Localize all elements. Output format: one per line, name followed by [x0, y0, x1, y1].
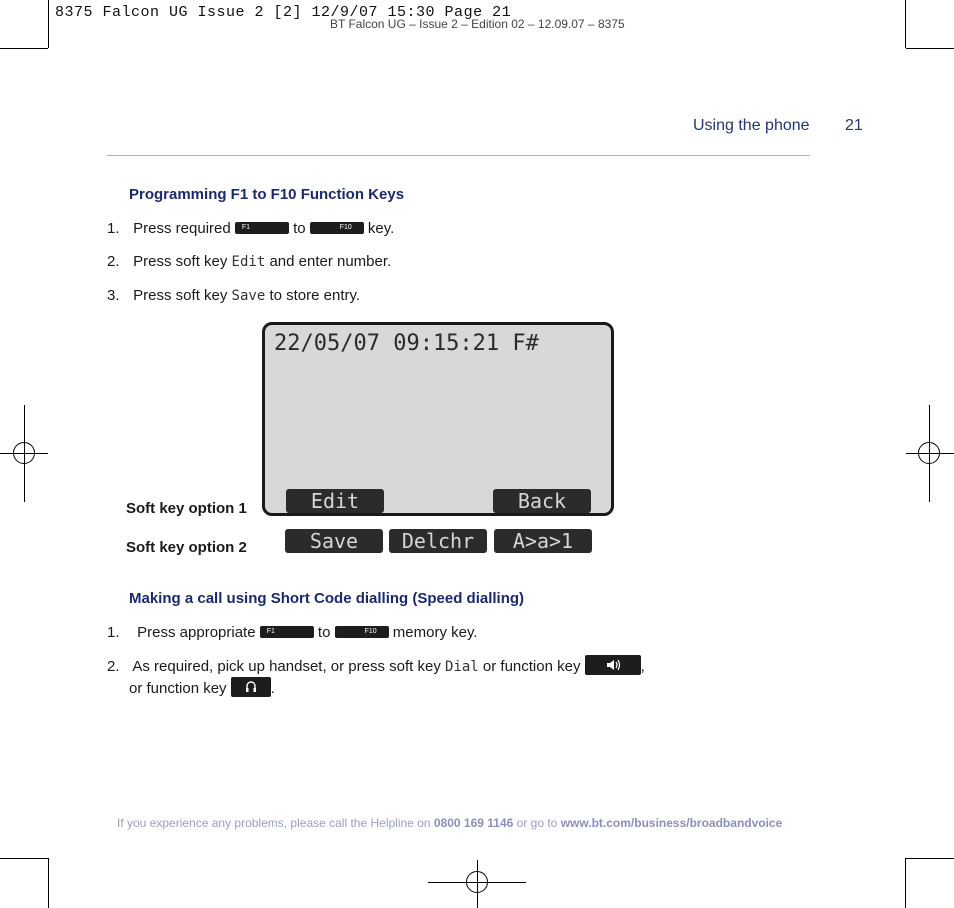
- step-number: 1.: [107, 220, 120, 237]
- display-datetime-line: 22/05/07 09:15:21 F#: [274, 331, 539, 356]
- helpline-number: 0800 169 1146: [433, 816, 514, 830]
- step-number: 3.: [107, 287, 120, 304]
- footer-text: If you experience any problems, please call the Helpline on: [117, 816, 431, 830]
- step-text: Press required: [133, 220, 231, 237]
- print-slug: 8375 Falcon UG Issue 2 [2] 12/9/07 15:30 Page 21: [55, 4, 512, 21]
- step-text: and enter number.: [269, 253, 392, 270]
- crop-mark: [0, 48, 48, 49]
- headset-icon: [231, 677, 271, 697]
- phone-display: [262, 322, 614, 516]
- softkey-option-1-label: Soft key option 1: [126, 500, 247, 517]
- step-2: [107, 252, 391, 272]
- crop-mark: [905, 858, 906, 908]
- step-text: As required, pick up handset, or press soft key: [132, 658, 441, 675]
- f10-key-icon: F10: [310, 222, 364, 234]
- crop-mark: [48, 0, 49, 48]
- softkey-option-2-label: Soft key option 2: [126, 539, 247, 556]
- f1-key-icon: F1: [235, 222, 289, 234]
- step-text: Press appropriate: [137, 624, 256, 641]
- step-text: ,: [640, 658, 645, 675]
- registration-circle: [918, 442, 940, 464]
- print-slug-sub: BT Falcon UG – Issue 2 – Edition 02 – 12.09.07 – 8375: [330, 17, 625, 31]
- step-3: [107, 286, 360, 306]
- softkey-save[interactable]: Save: [285, 529, 383, 553]
- section-heading-function-keys: Programming F1 to F10 Function Keys: [129, 186, 405, 203]
- step-number: 2.: [107, 253, 120, 270]
- crop-mark: [48, 858, 49, 908]
- crop-mark: [906, 48, 954, 49]
- f1-key-icon: F1: [260, 626, 314, 638]
- softkey-edit-ref: Edit: [231, 254, 266, 270]
- softkey-delchr[interactable]: Delchr: [389, 529, 487, 553]
- footer-text: or go to: [516, 816, 558, 830]
- speed-step-1: [107, 623, 478, 643]
- step-text: or function key: [482, 658, 581, 675]
- speaker-icon: [585, 655, 641, 675]
- softkey-case-toggle[interactable]: A>a>1: [494, 529, 592, 553]
- page-number: 21: [845, 117, 863, 134]
- step-text: key.: [367, 220, 395, 237]
- footer-helpline: [117, 816, 782, 830]
- softkey-back[interactable]: Back: [493, 489, 591, 513]
- softkey-save-ref: Save: [231, 288, 266, 304]
- step-text: memory key.: [392, 624, 478, 641]
- section-heading-speed-dialling: Making a call using Short Code dialling (Speed dialling): [129, 590, 525, 607]
- helpline-url[interactable]: www.bt.com/business/broadbandvoice: [560, 816, 783, 830]
- running-head-title: Using the phone: [693, 117, 810, 134]
- step-text: to store entry.: [269, 287, 361, 304]
- step-number: 2.: [107, 658, 120, 675]
- step-text: or function key: [129, 680, 227, 697]
- step-number: 1.: [107, 624, 120, 641]
- step-text: to: [293, 220, 306, 237]
- crop-mark: [0, 858, 48, 859]
- speed-step-2: [107, 657, 645, 677]
- registration-circle: [466, 871, 488, 893]
- speed-step-2-line-2: [129, 679, 275, 699]
- step-text: Press soft key: [133, 287, 228, 304]
- f10-key-icon: F10: [335, 626, 389, 638]
- step-text: .: [270, 680, 275, 697]
- crop-mark: [905, 0, 906, 48]
- step-text: to: [317, 624, 331, 641]
- registration-circle: [13, 442, 35, 464]
- softkey-dial-ref: Dial: [445, 659, 479, 675]
- crop-mark: [906, 858, 954, 859]
- softkey-edit[interactable]: Edit: [286, 489, 384, 513]
- step-1: [107, 219, 394, 239]
- step-text: Press soft key: [133, 253, 228, 270]
- header-rule: [107, 155, 810, 156]
